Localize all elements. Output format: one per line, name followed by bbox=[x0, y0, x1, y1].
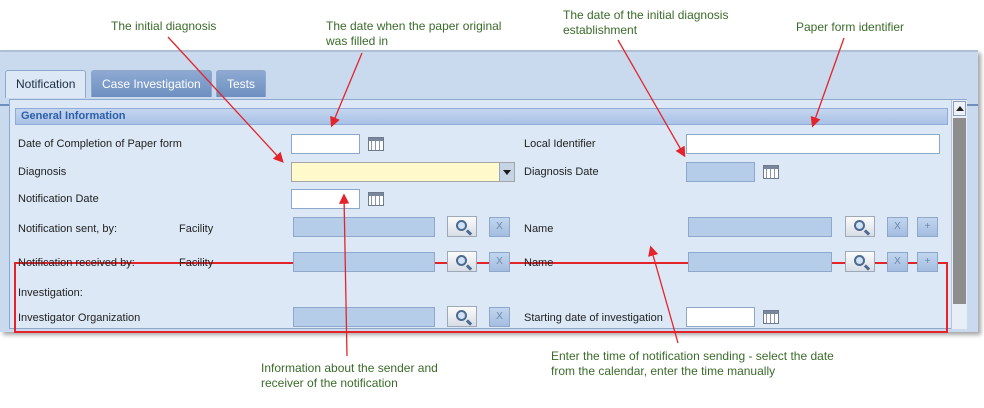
label-notification-sent-by: Notification sent, by: bbox=[18, 223, 118, 235]
callout-paper-date: The date when the paper original was filled in bbox=[326, 19, 502, 48]
sent-by-name-add-button[interactable]: + bbox=[917, 217, 938, 237]
arrow-paper-date bbox=[332, 53, 362, 125]
label-diagnosis-date: Diagnosis Date bbox=[524, 166, 599, 178]
received-by-name-clear-button[interactable]: X bbox=[887, 252, 908, 272]
label-name: Name bbox=[524, 223, 554, 235]
callout-sender-receiver: Information about the sender and receiver of the notification bbox=[261, 361, 438, 390]
label-date-paper-form: Date of Completion of Paper form bbox=[18, 138, 182, 150]
arrow-notification-time bbox=[651, 248, 678, 343]
callout-paper-form-id: Paper form identifier bbox=[796, 20, 905, 34]
sent-by-facility-clear-button[interactable]: X bbox=[489, 217, 510, 237]
received-by-name-add-button[interactable]: + bbox=[917, 252, 938, 272]
callout-notification-time: Enter the time of notification sending - select the date from the calendar, enter the time manually bbox=[551, 349, 834, 378]
received-by-facility-clear-button[interactable]: X bbox=[489, 252, 510, 272]
label-investigation: Investigation: bbox=[18, 287, 83, 299]
label-notification-date: Notification Date bbox=[18, 193, 99, 205]
label-facility: Facility bbox=[179, 257, 214, 269]
arrow-paper-form-id bbox=[813, 38, 844, 125]
label-investigator-organization: Investigator Organization bbox=[18, 312, 141, 324]
callout-diagnosis-date: The date of the initial diagnosis establishment bbox=[563, 8, 729, 37]
investigator-organization-clear-button[interactable]: X bbox=[489, 307, 510, 327]
label-starting-date: Starting date of investigation bbox=[524, 312, 663, 324]
tab-case-investigation[interactable]: Case Investigation bbox=[91, 70, 212, 97]
label-local-identifier: Local Identifier bbox=[524, 138, 596, 150]
label-notification-received-by: Notification received by: bbox=[18, 257, 135, 269]
section-title: General Information bbox=[15, 108, 948, 125]
tab-notification[interactable]: Notification bbox=[5, 70, 86, 98]
label-diagnosis: Diagnosis bbox=[18, 166, 67, 178]
arrow-sender-receiver bbox=[344, 196, 347, 356]
label-facility: Facility bbox=[179, 223, 214, 235]
arrow-initial-diagnosis bbox=[168, 37, 282, 161]
callout-initial-diagnosis: The initial diagnosis bbox=[111, 19, 217, 33]
label-name: Name bbox=[524, 257, 554, 269]
arrow-diagnosis-date bbox=[618, 40, 684, 155]
sent-by-name-clear-button[interactable]: X bbox=[887, 217, 908, 237]
tab-tests[interactable]: Tests bbox=[216, 70, 266, 97]
